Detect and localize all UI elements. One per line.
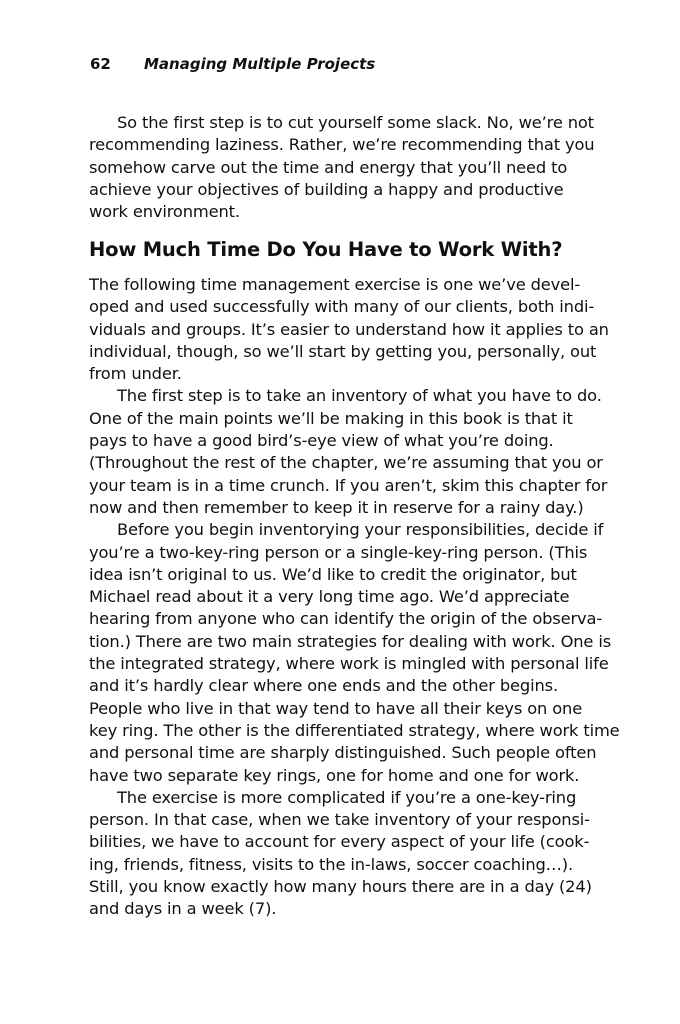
text-line: Still, you know exactly how many hours there are in a day (24) <box>89 877 592 897</box>
text-line: The first step is to take an inventory of what you have to do. <box>117 386 602 406</box>
text-line: ing, friends, fitness, visits to the in-laws, soccer coaching…). <box>89 854 574 874</box>
text-line: individual, though, so we’ll start by getting you, personally, out <box>89 341 597 361</box>
text-line: (Throughout the rest of the chapter, we’re assuming that you or <box>89 453 603 473</box>
text-line: The exercise is more complicated if you’re a one-key-ring <box>117 787 577 807</box>
paragraph-1 <box>89 274 609 385</box>
text-line: People who live in that way tend to have all their keys on one <box>89 698 583 718</box>
text-line: hearing from anyone who can identify the origin of the observa- <box>89 609 603 629</box>
text-line: achieve your objectives of building a happy and productive <box>89 179 564 199</box>
page-number: 62 <box>90 55 111 73</box>
text-line: and days in a week (7). <box>89 899 277 919</box>
text-line: oped and used successfully with many of our clients, both indi- <box>89 297 595 317</box>
paragraph-2 <box>89 385 608 519</box>
text-line: somehow carve out the time and energy that you’ll need to <box>89 157 568 177</box>
text-line: your team is in a time crunch. If you aren’t, skim this chapter for <box>89 475 608 495</box>
book-title: Managing Multiple Projects <box>144 55 376 73</box>
text-line: Michael read about it a very long time ago. We’d appreciate <box>89 587 570 607</box>
text-line: Before you begin inventorying your responsibilities, decide if <box>117 520 604 540</box>
text-line: The following time management exercise is one we’ve devel- <box>89 275 581 294</box>
text-line: have two separate key rings, one for home and one for work. <box>89 765 580 785</box>
text-line: So the first step is to cut yourself some slack. No, we’re not <box>117 113 594 132</box>
text-line: and it’s hardly clear where one ends and the other begins. <box>89 676 558 696</box>
text-line: pays to have a good bird’s-eye view of what you’re doing. <box>89 431 554 451</box>
text-line: you’re a two-key-ring person or a single-key-ring person. (This <box>89 542 588 562</box>
text-line: One of the main points we’ll be making in this book is that it <box>89 408 573 428</box>
text-line: work environment. <box>89 202 240 222</box>
section-heading: How Much Time Do You Have to Work With? <box>89 238 563 261</box>
intro-paragraph <box>89 112 597 223</box>
text-line: from under. <box>89 364 182 384</box>
paragraph-3 <box>89 519 620 787</box>
text-line: recommending laziness. Rather, we’re recommending that you <box>89 135 595 155</box>
text-line: bilities, we have to account for every aspect of your life (cook- <box>89 832 590 852</box>
section-body <box>89 274 620 921</box>
text-line: tion.) There are two main strategies for dealing with work. One is <box>89 631 612 651</box>
text-line: now and then remember to keep it in reserve for a rainy day.) <box>89 497 584 517</box>
text-line: person. In that case, when we take inventory of your responsi- <box>89 810 590 830</box>
intro-text <box>89 112 597 223</box>
text-line: key ring. The other is the differentiated strategy, where work time <box>89 720 620 740</box>
running-head <box>90 55 375 73</box>
text-line: viduals and groups. It’s easier to understand how it applies to an <box>89 319 609 339</box>
text-line: the integrated strategy, where work is mingled with personal life <box>89 654 609 674</box>
text-line: and personal time are sharply distinguished. Such people often <box>89 743 597 763</box>
text-line: idea isn’t original to us. We’d like to credit the originator, but <box>89 564 577 584</box>
paragraph-4 <box>89 787 597 921</box>
